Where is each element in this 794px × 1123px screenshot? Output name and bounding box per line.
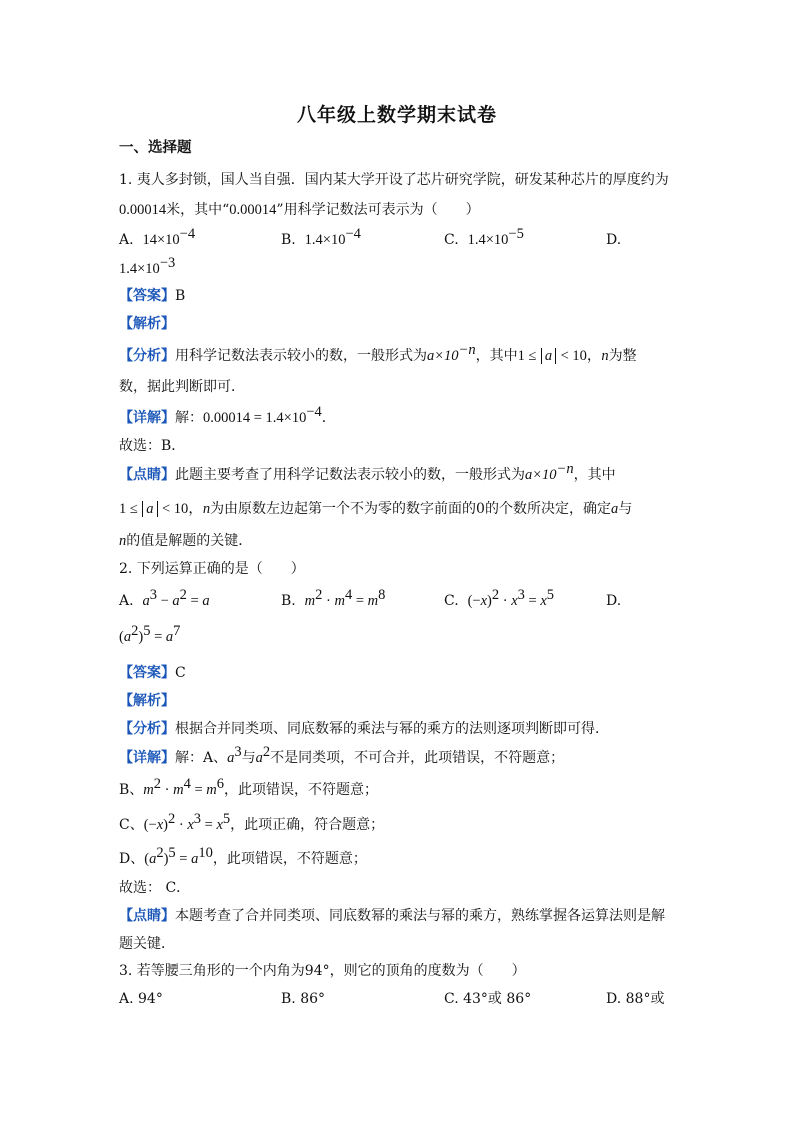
q2-option-c: C. $(-x)^2 \cdot x^3 = x^5$ — [444, 587, 555, 609]
q2-option-d-label: D. — [606, 593, 622, 609]
q2-detail-b: B、$m^2 \cdot m^4 = m^6$，此项错误，不符题意； — [119, 776, 379, 798]
q3-option-c: C. 43°或 86° — [444, 991, 532, 1007]
q1-answer: 【答案】B — [119, 288, 186, 304]
q1-analysis-line1: 【分析】用科学记数法表示较小的数，一般形式为$a\times 10^{-n}$，其中1 ≤ a < 10，n为整 — [119, 342, 637, 364]
q1-option-a: A. $14\times 10^{-4}$ — [119, 226, 196, 248]
q2-answer: 【答案】C — [119, 665, 186, 681]
q1-stem-line2: 0.00014米，其中“0.00014”用科学记数法可表示为（ ） — [119, 202, 480, 218]
q2-comment-line1: 【点睛】本题考查了合并同类项、同底数幂的乘法与幂的乘方，熟练掌握各运算法则是解 — [119, 908, 665, 924]
q1-comment-line2: 1 ≤ a < 10，n为由原数左边起第一个不为零的数字前面的0的个数所决定，确定a与 — [119, 501, 633, 517]
q2-detail-c: C、$(-x)^2 \cdot x^3 = x^5$，此项正确，符合题意； — [119, 811, 385, 833]
q1-detail: 【详解】解：$0.00014 = 1.4\times 10^{-4}$． — [119, 404, 336, 426]
q1-option-d: $1.4\times 10^{-3}$ — [119, 255, 176, 277]
q1-stem-line1: 1. 夷人多封锁，国人当自强．国内某大学开设了芯片研究学院，研发某种芯片的厚度约为 — [119, 172, 669, 188]
q2-option-d: $(a^2)^5 = a^7$ — [119, 623, 181, 645]
q3-stem: 3. 若等腰三角形的一个内角为94°，则它的顶角的度数为（ ） — [119, 963, 526, 979]
q3-option-b: B. 86° — [281, 991, 326, 1007]
q2-detail-a: 【详解】解：A、$a^3$与$a^2$不是同类项，不可合并，此项错误，不符题意； — [119, 744, 565, 766]
q2-analysis: 【分析】根据合并同类项、同底数幂的乘法与幂的乘方的法则逐项判断即可得． — [119, 721, 609, 737]
q1-analysis-line2: 数，据此判断即可． — [119, 379, 245, 395]
q2-choose: 故选： C． — [119, 880, 191, 896]
q1-comment-line1: 【点睛】此题主要考查了用科学记数法表示较小的数，一般形式为$a\times 10^{-n}$，其中 — [119, 461, 616, 483]
q2-stem: 2. 下列运算正确的是（ ） — [119, 561, 305, 577]
q1-analysis-heading: 【解析】 — [119, 316, 175, 332]
q1-option-d-label: D. — [606, 232, 622, 248]
q1-option-c: C. $1.4\times 10^{-5}$ — [444, 226, 524, 248]
q2-option-b: B. $m^2 \cdot m^4 = m^8$ — [281, 587, 386, 609]
page-title: 八年级上数学期末试卷 — [296, 104, 497, 126]
q2-detail-d: D、$(a^2)^5 = a^{10}$，此项错误，不符题意； — [119, 845, 367, 867]
q1-option-b: B. $1.4\times 10^{-4}$ — [281, 226, 361, 248]
q1-choose: 故选：B． — [119, 438, 186, 454]
q3-option-d: D. 88°或 — [606, 991, 665, 1007]
q2-comment-line2: 题关键． — [119, 936, 175, 952]
q3-option-a: A. 94° — [119, 991, 163, 1007]
q2-option-a: A. $a^3 - a^2 = a$ — [119, 587, 210, 609]
q1-comment-line3: n的值是解题的关键． — [119, 533, 253, 549]
section-heading: 一、选择题 — [119, 139, 192, 156]
q2-analysis-heading: 【解析】 — [119, 693, 175, 709]
